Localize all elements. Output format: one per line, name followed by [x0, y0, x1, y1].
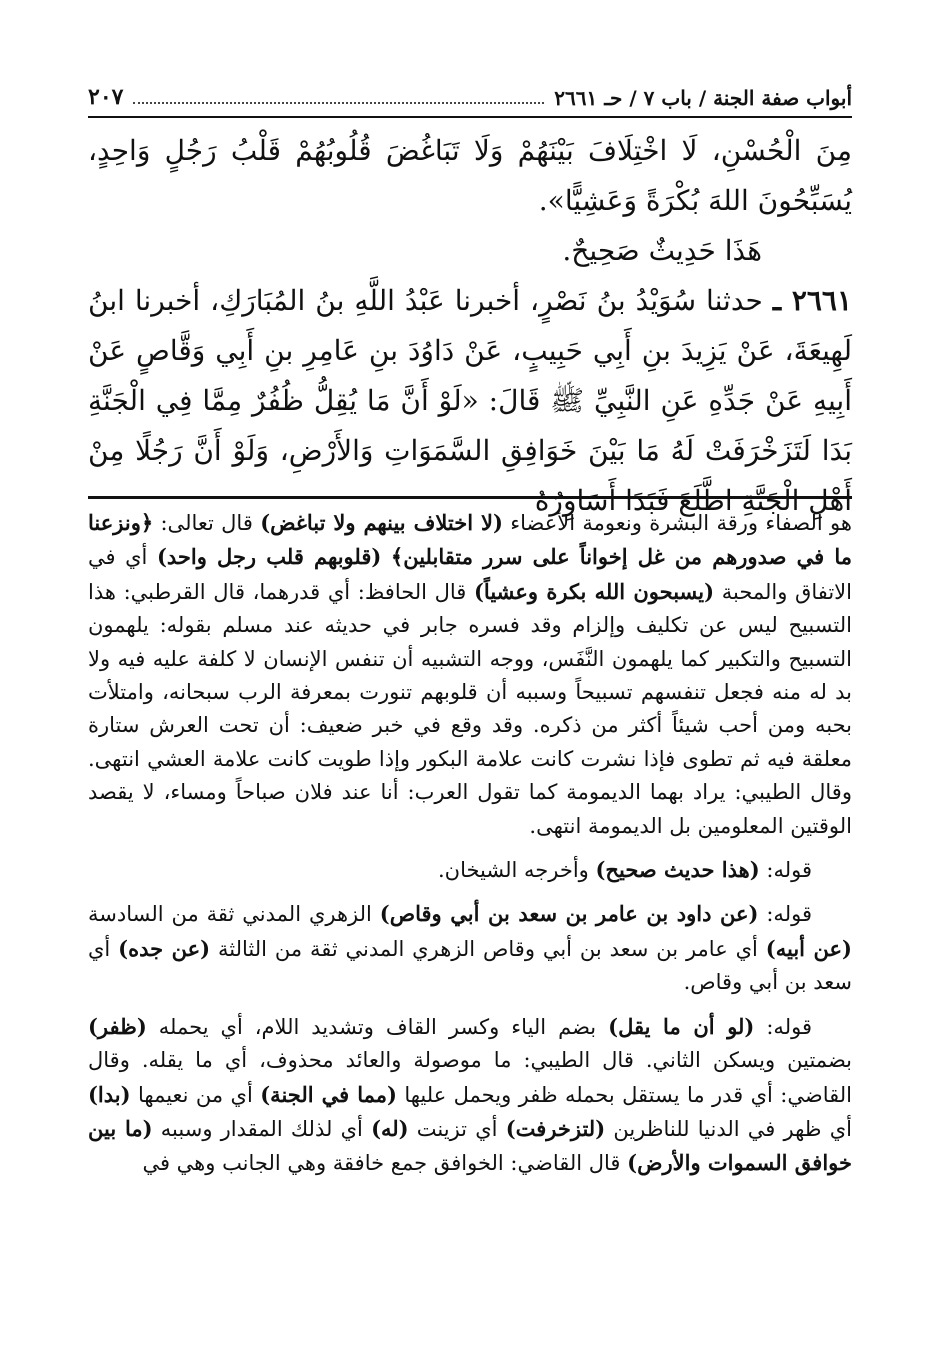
commentary-quote: (بدا) — [88, 1081, 131, 1107]
hadith-grade: هَذَا حَدِيثٌ صَحِيحٌ. — [562, 234, 762, 267]
hadith-text — [88, 126, 852, 526]
running-title: أبواب صفة الجنة / باب ٧ / حـ ٢٦٦١ — [554, 86, 852, 110]
commentary-paragraph-1 — [88, 506, 852, 843]
commentary-quote: (عن أبيه) — [765, 935, 852, 961]
quran-verse: ﴿ونزعنا ما في صدورهم من غل إخواناً على سرر متقابلين﴾ — [88, 510, 852, 570]
commentary-text: قوله: — [766, 858, 812, 883]
hadith-paragraph-2 — [88, 276, 852, 526]
commentary-text: أي من نعيمها — [137, 1082, 253, 1107]
commentary-quote: (مما في الجنة) — [260, 1081, 397, 1107]
commentary-text: قوله: — [766, 1014, 812, 1039]
commentary-text: قال القاضي: الخوافق جمع خافقة وهي الجانب وهي في — [142, 1151, 621, 1176]
commentary-paragraph-4 — [88, 1010, 852, 1181]
commentary-quote: (عن جده) — [118, 935, 211, 961]
commentary-text: الزهري المدني ثقة من السادسة — [88, 902, 372, 927]
commentary-quote: (هذا حديث صحيح) — [595, 857, 760, 883]
commentary-quote: (يسبحون الله بكرة وعشياً) — [474, 578, 715, 604]
page-header — [88, 80, 852, 118]
commentary-text: أي في الاتفاق والمحبة — [88, 545, 852, 604]
commentary-paragraph-3 — [88, 897, 852, 999]
commentary — [88, 506, 852, 1181]
hadith-number: ٢٦٦١ ـ — [772, 284, 852, 317]
commentary-quote: (عن داود بن عامر بن سعد بن أبي وقاص) — [379, 901, 759, 927]
commentary-text: أي لذلك المقدار وسببه — [160, 1116, 363, 1141]
dotted-leader — [133, 102, 544, 104]
commentary-paragraph-2 — [88, 853, 852, 887]
commentary-text: هو الصفاء ورقة البشرة ونعومة الأعضاء — [510, 511, 852, 535]
commentary-text: أي ظهر في الدنيا للناظرين — [613, 1116, 852, 1141]
commentary-text: أي عامر بن سعد بن أبي وقاص الزهري المدني ثقة من الثالثة — [217, 936, 758, 961]
commentary-text: بضمتين ويسكن الثاني. قال الطيبي: ما موصولة والعائد محذوف، أي ما يقله. وقال القاضي: أي قدر ما يستقل بحمله ظفر ويحمل عليها — [88, 1048, 852, 1107]
hadith-body: حدثنا سُوَيْدُ بنُ نَصْرٍ، أخبرنا عَبْدُ اللَّهِ بنُ المُبَارَكِ، أخبرنا ابنُ لَهِيعَةَ، عَنْ يَزِيدَ بنِ أَبِي حَبِيبٍ، عَنْ دَاوُدَ بنِ عَامِرِ بنِ أَبِي وَقَّاصٍ عَنْ أَبِيهِ عَنْ جَدِّهِ عَنِ النَّبِيِّ ﷺ قَالَ: «لَوْ أَنَّ مَا يُقِلُّ ظُفُرٌ مِمَّا فِي الْجَنَّةِ بَدَا لَتَزَخْرَفَتْ لَهُ مَا بَيْنَ خَوَافِقِ السَّمَوَاتِ وَالأَرْضِ، وَلَوْ أَنَّ رَجُلًا مِنْ أَهْلِ الْجَنَّةِ اطَّلَعَ فَبَدَا أَسَاوِرُهُ — [88, 284, 852, 517]
commentary-text: وأخرجه الشيخان. — [437, 858, 589, 883]
page-number: ٢٠٧ — [88, 84, 124, 110]
commentary-quote: (لو أن ما يقل) — [608, 1013, 755, 1039]
commentary-quote: (له) — [371, 1115, 409, 1141]
commentary-text: أي سعد بن أبي وقاص. — [88, 936, 852, 995]
commentary-text: قوله: — [766, 902, 812, 927]
hadith-paragraph-1: مِنَ الْحُسْنِ، لَا اخْتِلَافَ بَيْنَهُمْ وَلَا تَبَاغُضَ قُلُوبُهُمْ قَلْبُ رَجُلٍ وَاحِدٍ، يُسَبِّحُونَ اللهَ بُكْرَةً وَعَشِيًّا». — [88, 134, 852, 217]
commentary-text: بضم الياء وكسر القاف وتشديد اللام، أي يحمله — [158, 1014, 597, 1039]
commentary-text: قال تعالى: — [160, 511, 253, 535]
commentary-text: قال الحافظ: أي قدرهما، قال القرطبي: هذا التسبيح ليس عن تكليف وإلزام وقد فسره جابر في حديثه عند مسلم بقوله: يلهمون التسبيح والتكبير كما يلهمون النَّفَس، ووجه التشبيه أن تنفس الإنسان لا كلفة عليه فيه ولا بد له منه فجعل تنفسهم تسبيحاً وسببه أن قلوبهم تنورت بمعرفة الرب سبحانه، وامتلأت بحبه ومن أحب شيئاً أكثر من ذكره. وقد وقع في خبر ضعيف: أن تحت العرش ستارة معلقة فيه ثم تطوى فإذا نشرت كانت علامة البكور وإذا طويت كانت علامة العشي انتهى. وقال الطيبي: يراد بهما الديمومة كما تقول العرب: أنا عند فلان صباحاً ومساء، لا يقصد الوقتين المعلومين بل الديمومة انتهى. — [88, 579, 852, 838]
footnote-divider — [88, 496, 852, 499]
commentary-quote: (لا اختلاف بينهم ولا تباغض) — [260, 510, 503, 535]
commentary-quote: (قلوبهم قلب رجل واحد) — [156, 544, 382, 570]
commentary-quote: (ظفر) — [88, 1013, 147, 1039]
commentary-quote: (لتزخرفت) — [505, 1115, 606, 1141]
commentary-text: أي تزينت — [416, 1116, 498, 1141]
commentary-quote: (ما بين خوافق السموات والأرض) — [88, 1115, 852, 1176]
